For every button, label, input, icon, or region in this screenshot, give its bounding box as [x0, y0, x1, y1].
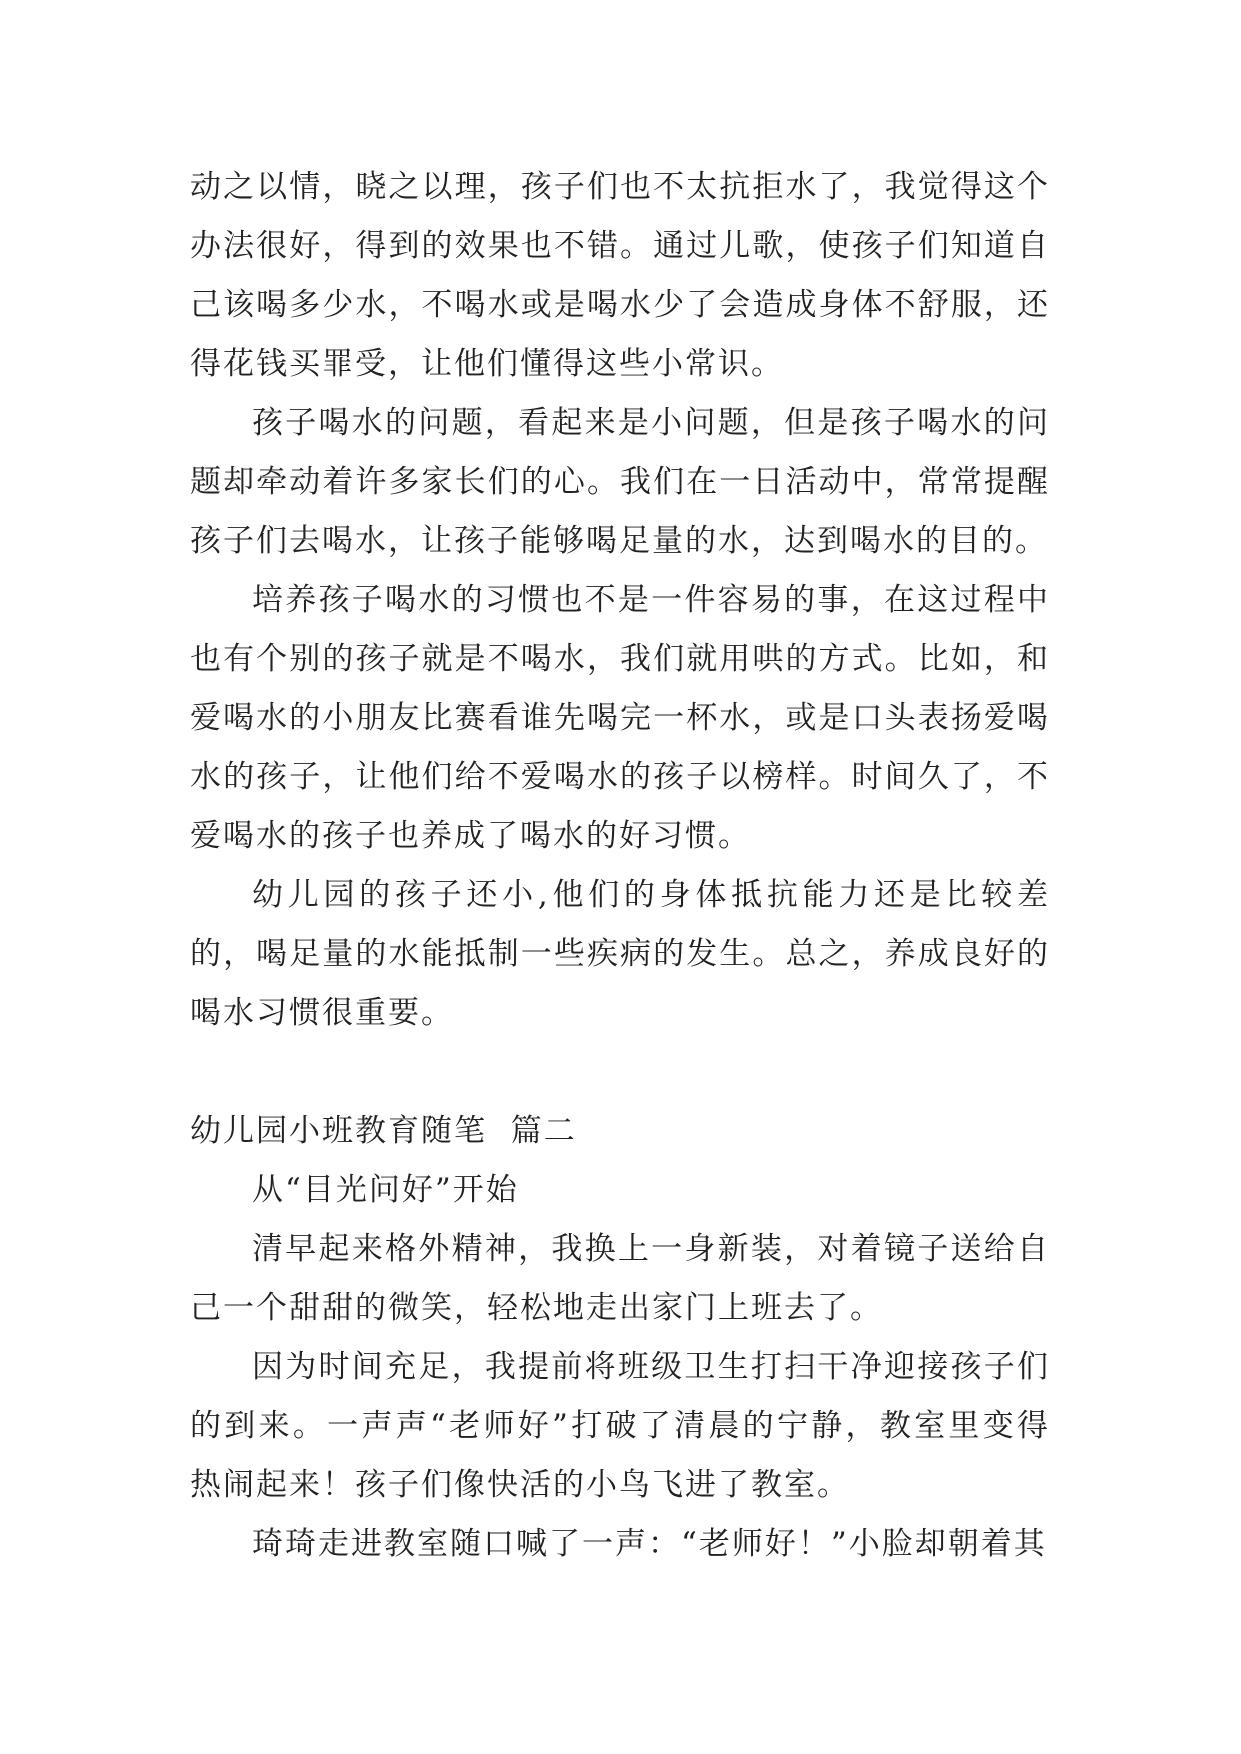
paragraph-continuation: 动之以情，晓之以理，孩子们也不太抗拒水了，我觉得这个办法很好，得到的效果也不错。通过儿歌，使孩子们知道自己该喝多少水，不喝水或是喝水少了会造成身体不舒服，还得花钱买罪受，让他们懂得这些小常识。 — [190, 169, 1050, 382]
document-body — [190, 158, 1050, 1574]
paragraph: 幼儿园的孩子还小,他们的身体抵抗能力还是比较差的，喝足量的水能抵制一些疾病的发生。总之，养成良好的喝水习惯很重要。 — [190, 877, 1050, 1031]
paragraph: 孩子喝水的问题，看起来是小问题，但是孩子喝水的问题却牵动着许多家长们的心。我们在一日活动中，常常提醒孩子们去喝水，让孩子能够喝足量的水，达到喝水的目的。 — [190, 405, 1050, 559]
section-spacer — [190, 1043, 1050, 1102]
section-heading: 幼儿园小班教育随笔 篇二 — [190, 1113, 577, 1149]
paragraph: 清早起来格外精神，我换上一身新装，对着镜子送给自己一个甜甜的微笑，轻松地走出家门上班去了。 — [190, 1231, 1050, 1326]
paragraph: 培养孩子喝水的习惯也不是一件容易的事，在这过程中也有个别的孩子就是不喝水，我们就用哄的方式。比如，和爱喝水的小朋友比赛看谁先喝完一杯水，或是口头表扬爱喝水的孩子，让他们给不爱喝水的孩子以榜样。时间久了，不爱喝水的孩子也养成了喝水的好习惯。 — [190, 582, 1050, 854]
paragraph: 琦琦走进教室随口喊了一声：“老师好！”小脸却朝着其 — [252, 1526, 1047, 1562]
paragraph: 因为时间充足，我提前将班级卫生打扫干净迎接孩子们的到来。一声声“老师好”打破了清晨的宁静，教室里变得热闹起来！孩子们像快活的小鸟飞进了教室。 — [190, 1349, 1050, 1503]
section-subtitle: 从“目光问好”开始 — [252, 1172, 519, 1208]
